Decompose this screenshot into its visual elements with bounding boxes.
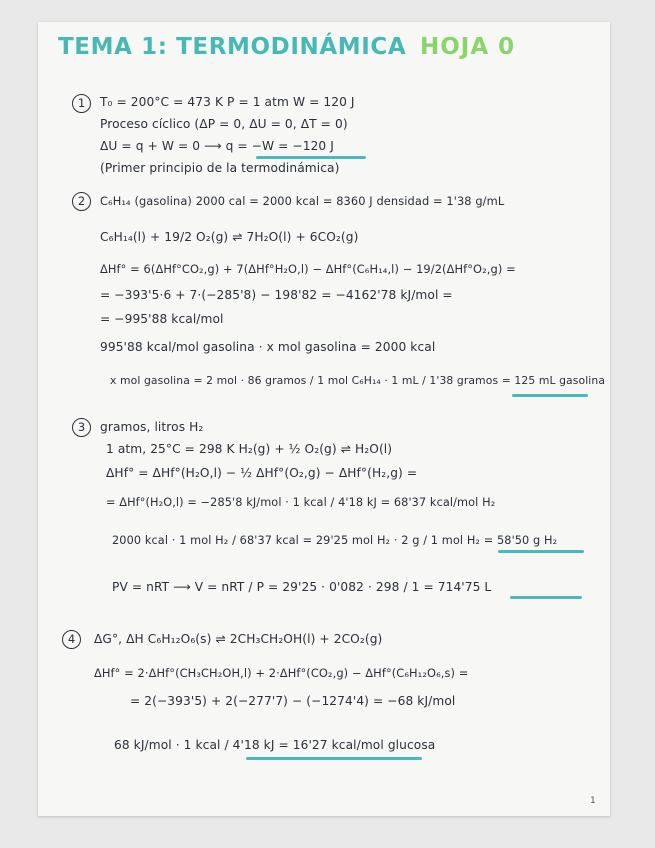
- q2-line-5: = −995'88 kcal/mol: [100, 312, 224, 326]
- q3-line-4: = ΔHf°(H₂O,l) = −285'8 kJ/mol · 1 kcal / 4'18 kJ = 68'37 kcal/mol H₂: [106, 496, 496, 509]
- q4-line-2: ΔHf° = 2·ΔHf°(CH₃CH₂OH,l) + 2·ΔHf°(CO₂,g) − ΔHf°(C₆H₁₂O₆,s) =: [94, 666, 469, 680]
- q1-line-2: Proceso cíclico (ΔP = 0, ΔU = 0, ΔT = 0): [100, 117, 348, 131]
- question-4-number: 4: [62, 630, 81, 649]
- q2-line-7: x mol gasolina = 2 mol · 86 gramos / 1 mol C₆H₁₄ · 1 mL / 1'38 gramos = 125 mL gasolina: [110, 374, 606, 387]
- q3-line-5: 2000 kcal · 1 mol H₂ / 68'37 kcal = 29'25 mol H₂ · 2 g / 1 mol H₂ = 58'50 g H₂: [112, 534, 558, 547]
- q4-result-highlight: [246, 757, 422, 760]
- question-1-number: 1: [72, 94, 91, 113]
- q2-result-highlight: [512, 394, 588, 397]
- q3-line-2: 1 atm, 25°C = 298 K H₂(g) + ½ O₂(g) ⇌ H₂O(l): [106, 442, 393, 456]
- q2-line-6: 995'88 kcal/mol gasolina · x mol gasolina = 2000 kcal: [100, 340, 436, 354]
- sheet-label: HOJA 0: [420, 34, 516, 60]
- q3-mass-highlight: [498, 550, 584, 553]
- q1-line-1: T₀ = 200°C = 473 K P = 1 atm W = 120 J: [100, 95, 355, 109]
- q1-result-highlight: [256, 156, 366, 159]
- question-2-number: 2: [72, 192, 91, 211]
- q4-line-3: = 2(−393'5) + 2(−277'7) − (−1274'4) = −68 kJ/mol: [130, 694, 456, 708]
- page-title: TEMA 1: TERMODINÁMICA: [58, 34, 407, 60]
- q1-line-4: (Primer principio de la termodinámica): [100, 161, 340, 175]
- q3-line-6: PV = nRT ⟶ V = nRT / P = 29'25 · 0'082 · 298 / 1 = 714'75 L: [112, 580, 492, 594]
- q3-volume-highlight: [510, 596, 582, 599]
- q2-line-1: C₆H₁₄ (gasolina) 2000 cal = 2000 kcal = 8360 J densidad = 1'38 g/mL: [100, 194, 505, 208]
- q3-line-3: ΔHf° = ΔHf°(H₂O,l) − ½ ΔHf°(O₂,g) − ΔHf°(H₂,g) =: [106, 466, 418, 480]
- q3-line-1: gramos, litros H₂: [100, 420, 204, 434]
- q2-line-4: = −393'5·6 + 7·(−285'8) − 198'82 = −4162'78 kJ/mol =: [100, 288, 453, 302]
- q2-line-2: C₆H₁₄(l) + 19/2 O₂(g) ⇌ 7H₂O(l) + 6CO₂(g): [100, 230, 359, 244]
- q1-line-3: ΔU = q + W = 0 ⟶ q = −W = −120 J: [100, 139, 334, 153]
- q2-line-3: ΔHf° = 6(ΔHf°CO₂,g) + 7(ΔHf°H₂O,l) − ΔHf°(C₆H₁₄,l) − 19/2(ΔHf°O₂,g) =: [100, 262, 516, 276]
- q4-line-4: 68 kJ/mol · 1 kcal / 4'18 kJ = 16'27 kcal/mol glucosa: [114, 738, 436, 752]
- page-number: 1: [590, 796, 596, 806]
- question-3-number: 3: [72, 418, 91, 437]
- q4-line-1: ΔG°, ΔH C₆H₁₂O₆(s) ⇌ 2CH₃CH₂OH(l) + 2CO₂(g): [94, 632, 383, 646]
